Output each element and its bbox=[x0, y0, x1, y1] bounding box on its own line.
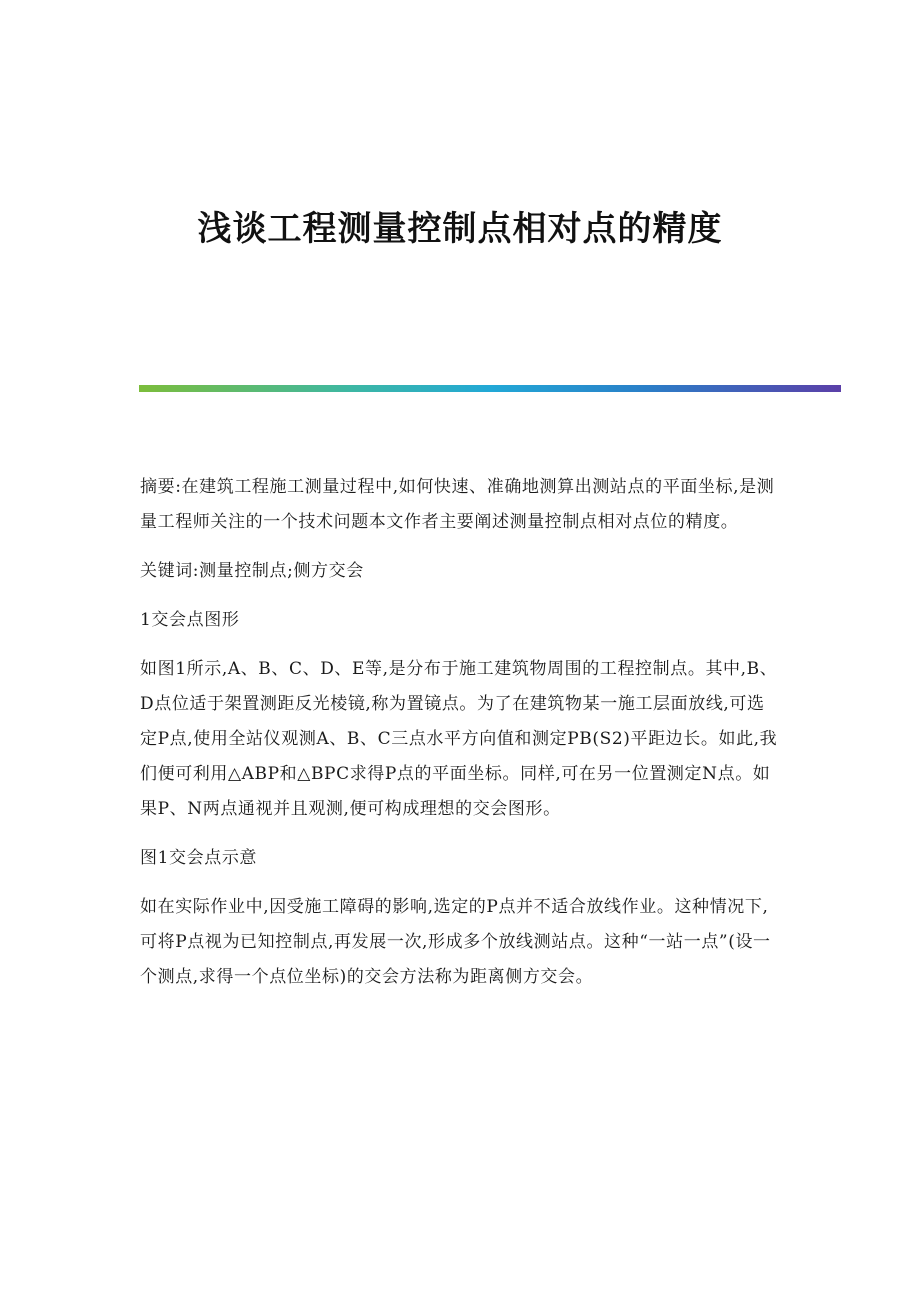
body-paragraph: 如图1所示,A、B、C、D、E等,是分布于施工建筑物周围的工程控制点。其中,B、D点位适于架置测距反光棱镜,称为置镜点。为了在建筑物某一施工层面放线,可选定P点,使用全站仪观测A、B、C三点水平方向值和测定PB(S2)平距边长。如此,我们便可利用△ABP和△BPC求得P点的平面坐标。同样,可在另一位置测定N点。如果P、N两点通视并且观测,便可构成理想的交会图形。 bbox=[140, 659, 778, 819]
document-title: 浅谈工程测量控制点相对点的精度 bbox=[197, 209, 723, 249]
figure-caption: 图1交会点示意 bbox=[140, 848, 258, 868]
keywords-paragraph: 关键词:测量控制点;侧方交会 bbox=[140, 561, 364, 581]
title-divider bbox=[139, 385, 841, 392]
document-body bbox=[140, 470, 780, 1009]
abstract-paragraph: 摘要:在建筑工程施工测量过程中,如何快速、准确地测算出测站点的平面坐标,是测量工程师关注的一个技术问题本文作者主要阐述测量控制点相对点位的精度。 bbox=[140, 477, 775, 532]
section-heading: 1交会点图形 bbox=[140, 610, 240, 630]
body-paragraph: 如在实际作业中,因受施工障碍的影响,选定的P点并不适合放线作业。这种情况下,可将P点视为已知控制点,再发展一次,形成多个放线测站点。这种“一站一点”(设一个测点,求得一个点位坐标)的交会方法称为距离侧方交会。 bbox=[140, 897, 771, 987]
